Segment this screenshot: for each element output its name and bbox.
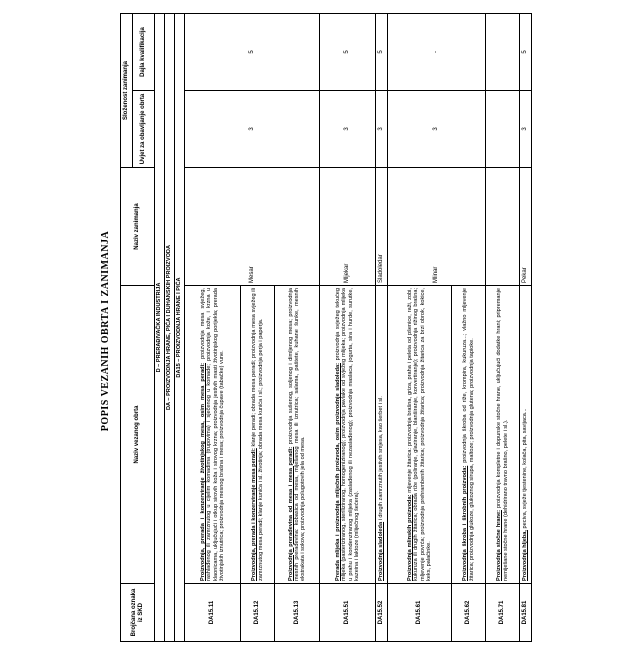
header-code: Brojčana oznaka iz SKD bbox=[121, 584, 155, 642]
occupation-cell: Pekar bbox=[520, 168, 532, 286]
section-heading: D – PRERAĐIVAČKA INDUSTRIJA bbox=[155, 13, 165, 641]
trade-cell bbox=[320, 286, 376, 584]
trade-cell bbox=[486, 286, 520, 584]
trade-name: Proizvodnja stočne hrane: bbox=[496, 510, 503, 581]
trade-name: Proizvodnja prerađevina od mesa i mesa peradi: bbox=[287, 446, 294, 581]
qualification-cell: 5 bbox=[376, 13, 388, 90]
code-cell: DA15.71 bbox=[486, 584, 520, 642]
trade-name: Proizvodnja mlinskih proizvoda: bbox=[407, 494, 413, 581]
trade-name: Proizvodnja škroba i škrobnih proizvoda: bbox=[462, 465, 469, 581]
code-cell: DA15.61 bbox=[388, 584, 452, 642]
code-cell: DA15.52 bbox=[376, 584, 388, 642]
qualification-cell: - bbox=[388, 13, 486, 90]
code-cell: DA15.81 bbox=[520, 584, 532, 642]
header-condition: Uvjet za obavljanje obrta bbox=[133, 91, 155, 168]
section-heading: DA – PROIZVODNJA HRANE, PIĆA I DUHANSKIH PROIZVODA bbox=[165, 13, 175, 641]
trade-cell bbox=[452, 286, 486, 584]
trade-name: Proizvodnja sladoleda bbox=[378, 521, 385, 581]
trade-name: Prerada mlijeka i proizvodnja mliječnih proizvoda, osim proizvodnje sladoleda: bbox=[335, 363, 341, 581]
occupation-cell: Mljekar bbox=[320, 168, 376, 286]
code-cell: DA15.51 bbox=[320, 584, 376, 642]
header-complexity: Složenost zanimanja bbox=[121, 13, 133, 167]
code-cell: DA15.12 bbox=[241, 584, 275, 642]
trades-table bbox=[120, 13, 532, 642]
table-row bbox=[388, 13, 452, 641]
occupation-cell: Mlinar bbox=[388, 168, 486, 286]
qualification-cell bbox=[486, 13, 520, 90]
table-row bbox=[320, 13, 376, 641]
section-heading: DA15 – PROIZVODNJA HRANE I PIĆA bbox=[175, 13, 185, 641]
qualification-cell: 5 bbox=[320, 13, 376, 90]
condition-cell: 3 bbox=[520, 91, 532, 168]
condition-cell: 3 bbox=[376, 91, 388, 168]
table-row bbox=[486, 13, 520, 641]
header-row bbox=[121, 13, 133, 641]
trade-description: proizvodnja škroba od riže, krompira, kukuruza...; vlažno mljevenje žitarica; proizvodnja glukoze, glukoznog sirupa, maltoze; proizvodnja glutena; proizvodnja tapioke. bbox=[462, 287, 475, 581]
trade-description: mljevenje žitarica: proizvodnja brašna, griza, praha i peleta od pšenice, raži, zobi, kukuruza ili drugih žitarica; obrada riže (poliranje, glaziranje, blanširanje, konvertiranje); proizvodnja rižinog brašna; mljevenje povrća; proizvodnja prehrambenih žitarica; proizvodnja žitarica; proizvodnja žitarica za brzi obrok, kokice, keks, palačinke. bbox=[407, 288, 432, 581]
condition-cell: 3 bbox=[185, 91, 320, 168]
code-cell: DA15.11 bbox=[185, 584, 241, 642]
occupation-cell: Mesar bbox=[185, 168, 320, 286]
trade-description: proizvodnja svježeg tekućeg mlijeka (pasteriziranog, steriliziranog, homogeniziranog); proizvodnja pavlake od svježeg mlijeka; proizvodnja mlijeka u prahu i kondenziranog mlijeka (zaslađenog ili nezaslađenog); proizvodnja maslaca, jogurta, sira i hurde, surutke, kazeina i laktoze (mliječnog šećera). bbox=[335, 287, 360, 581]
trade-cell bbox=[185, 286, 241, 584]
trade-name: Proizvodnja, prerada i konzerviranje mesa peradi: bbox=[251, 448, 258, 581]
qualification-cell: 5 bbox=[520, 13, 532, 90]
condition-cell: 3 bbox=[320, 91, 376, 168]
table-row bbox=[376, 13, 388, 641]
trade-description: klanje peradi; obrada mesa peradi; proizvodnja mesa svježeg ili zamrznutog mesa peradi; klanje kunića i sl. životinja; obrada mesa kunića i sl.; proizvodnja perja i paperja. bbox=[251, 288, 264, 581]
trade-cell bbox=[520, 286, 532, 584]
document-title: POPIS VEZANIH OBRTA I ZANIMANJA bbox=[100, 230, 111, 432]
trade-description: peciva, svježe tjestenine, kolača, pita, savijaca... bbox=[522, 408, 529, 529]
code-cell: DA15.62 bbox=[452, 584, 486, 642]
trade-description: proizvodnja kompletne i dopunske stočne hrane, uključujući dodatke hrani; pripremanje nemiješane stočne hrane (dehidrirano travno brašno, pelete i sl.). bbox=[496, 288, 509, 581]
trade-name: Proizvodnja hljeba, bbox=[522, 530, 529, 581]
header-occupation: Naziv zanimanja bbox=[121, 168, 155, 286]
occupation-cell bbox=[486, 168, 520, 286]
condition-cell: 3 bbox=[388, 91, 486, 168]
header-qualification: Dajla kvalifikacija bbox=[133, 13, 155, 90]
condition-cell bbox=[486, 91, 520, 168]
trade-cell bbox=[376, 286, 388, 584]
qualification-cell: 5 bbox=[185, 13, 320, 90]
header-trade: Naziv vezanog obrta bbox=[121, 286, 155, 584]
trade-description: proizvodnja mesa svježeg, rashlađenog ili zamrznutog u cijelim komadima (trupovima) i sječenog u komade; proizvodnja kože, i krzna u klaonicama, uključujući i otkup sirovih koža i sirovog krzna; proizvodnja jestivih masti životinjskog porijekla; prerada životinjskih iznutrica; proizvodnja mesnog brašna i mesa; proizvodnja čupave (tabačke) vune. bbox=[200, 288, 225, 581]
trade-description: proizvodnja sušenog, soljenog i dimljenog mesa; proizvodnja mesnih prerađevina: kobasica od mesa, miješanog mesa ili iznutrica; salama, paštete, kuhane šunke, mesnih ekstrakata i sokova; proizvodnja polugotovih jela od mesa. bbox=[287, 287, 307, 581]
trade-description: i drugih zamrznutih jestivih smjesa, kao šerbet i sl. bbox=[378, 396, 385, 521]
trade-name: Proizvodnja, prerada i konzerviranje životinjskog mesa, osim mesa peradi: bbox=[200, 362, 206, 581]
trade-cell bbox=[388, 286, 452, 584]
table-row bbox=[520, 13, 532, 641]
code-cell: DA15.13 bbox=[275, 584, 320, 642]
trade-cell bbox=[275, 286, 320, 584]
trade-cell bbox=[241, 286, 275, 584]
table-row bbox=[185, 13, 241, 641]
occupation-cell: Sladoledar bbox=[376, 168, 388, 286]
